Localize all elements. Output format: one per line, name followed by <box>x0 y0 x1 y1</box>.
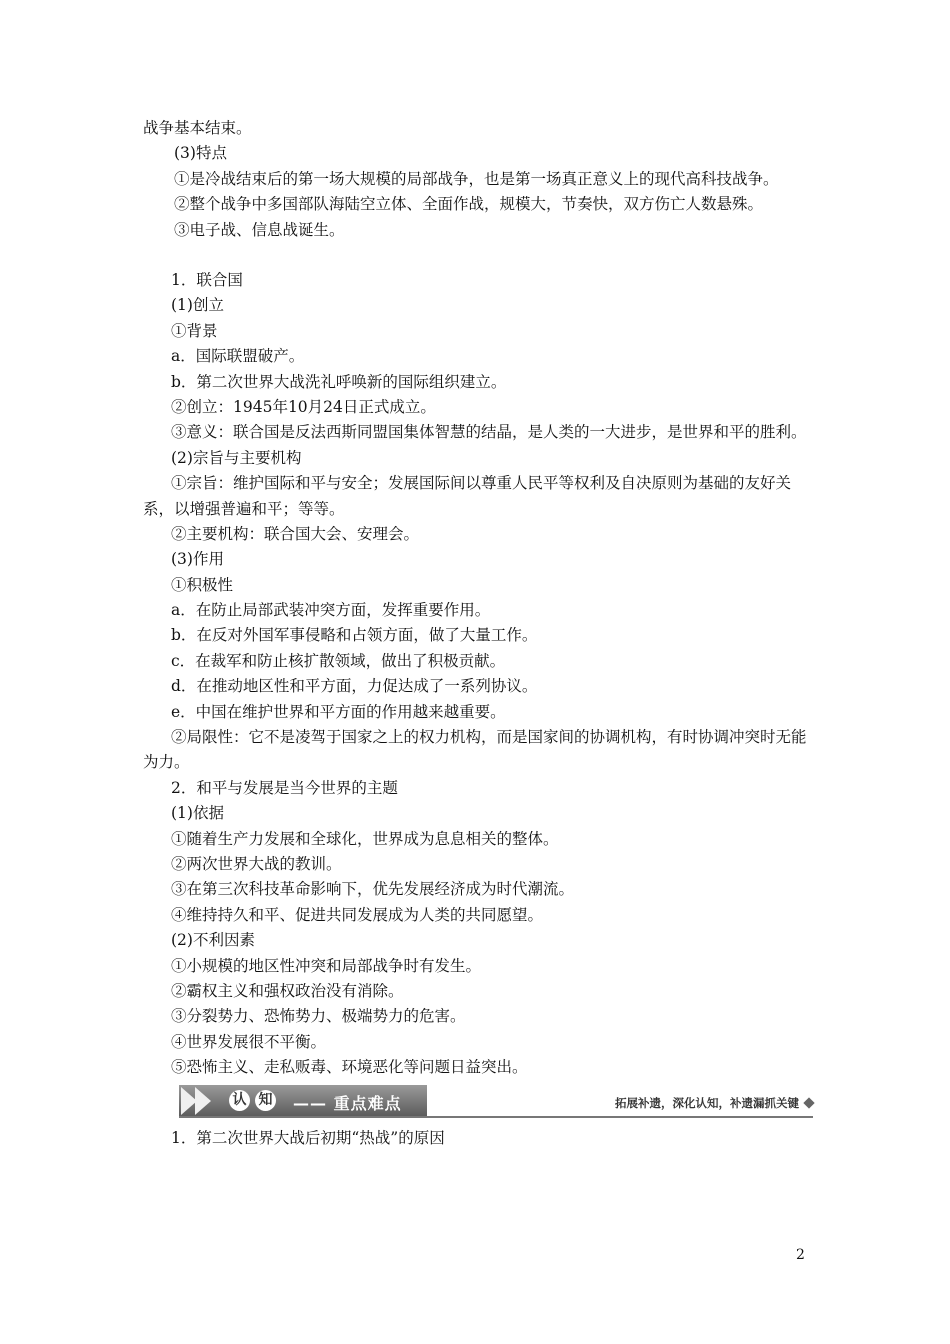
text-line: ①是冷战结束后的第一场大规模的局部战争，也是第一场真正意义上的现代高科技战争。 <box>174 169 779 188</box>
text-line: ①积极性 <box>171 575 234 594</box>
text-line: ④世界发展很不平衡。 <box>171 1032 327 1051</box>
page-content <box>143 116 813 1151</box>
text-line: b．在反对外国军事侵略和占领方面，做了大量工作。 <box>171 626 538 645</box>
section-gulf-war-features <box>143 116 813 243</box>
text-line: 2．和平与发展是当今世界的主题 <box>171 778 398 797</box>
text-line: ①随着生产力发展和全球化，世界成为息息相关的整体。 <box>171 829 559 848</box>
text-line: (3)特点 <box>174 144 227 163</box>
text-line: 1．第二次世界大战后初期“热战”的原因 <box>171 1128 445 1147</box>
text-line: ②两次世界大战的教训。 <box>171 855 342 874</box>
text-line: ②主要机构：联合国大会、安理会。 <box>171 524 420 543</box>
text-line: c．在裁军和防止核扩散领域，做出了积极贡献。 <box>171 651 506 670</box>
text-line: ②整个战争中多国部队海陆空立体、全面作战，规模大，节奏快，双方伤亡人数悬殊。 <box>174 195 764 214</box>
text-line: ③电子战、信息战诞生。 <box>174 220 345 239</box>
diamond-icon <box>803 1097 814 1108</box>
text-line: a．在防止局部武装冲突方面，发挥重要作用。 <box>171 601 491 620</box>
banner-tagline: 拓展补遗，深化认知，补遗漏抓关键 <box>615 1095 799 1110</box>
text-line: ②创立：1945年10月24日正式成立。 <box>171 397 436 416</box>
text-line: b．第二次世界大战洗礼呼唤新的国际组织建立。 <box>171 372 507 391</box>
text-line: ③在第三次科技革命影响下，优先发展经济成为时代潮流。 <box>171 880 575 899</box>
text-line: (1)创立 <box>171 296 224 315</box>
section-banner <box>143 1085 813 1121</box>
text-line: ①小规模的地区性冲突和局部战争时有发生。 <box>171 956 482 975</box>
text-line: 战争基本结束。 <box>143 119 252 137</box>
text-line: d．在推动地区性和平方面，力促达成了一系列协议。 <box>171 677 538 696</box>
text-line: ④维持持久和平、促进共同发展成为人类的共同愿望。 <box>171 905 544 924</box>
text-line: (2)宗旨与主要机构 <box>171 448 302 467</box>
section-gap <box>143 243 813 268</box>
text-line: 1．联合国 <box>171 270 243 289</box>
text-line: e．中国在维护世界和平方面的作用越来越重要。 <box>171 702 506 721</box>
banner-badge: 知 <box>255 1090 276 1111</box>
text-line: (2)不利因素 <box>171 931 255 950</box>
text-line: ①宗旨：维护国际和平与安全；发展国际间以尊重人民平等权利及自决原则为基础的友好关系，以增强普遍和平；等等。 <box>143 474 792 518</box>
banner-rule <box>179 1116 813 1118</box>
chevron-icon <box>195 1087 211 1115</box>
text-line: a．国际联盟破产。 <box>171 347 305 366</box>
section-hot-war-causes <box>143 1126 813 1151</box>
page-number: 2 <box>796 1247 805 1263</box>
banner-title: —— 重点难点 <box>293 1093 402 1113</box>
banner-badge: 认 <box>229 1090 250 1111</box>
text-line: (3)作用 <box>171 550 224 569</box>
text-line: ⑤恐怖主义、走私贩毒、环境恶化等问题日益突出。 <box>171 1058 528 1077</box>
text-line: ③意义：联合国是反法西斯同盟国集体智慧的结晶，是人类的一大进步，是世界和平的胜利。 <box>171 423 807 442</box>
text-line: ②霸权主义和强权政治没有消除。 <box>171 981 404 1000</box>
text-line: ②局限性：它不是凌驾于国家之上的权力机构，而是国家间的协调机构，有时协调冲突时无能为力。 <box>143 728 807 772</box>
text-line: ③分裂势力、恐怖势力、极端势力的危害。 <box>171 1007 466 1026</box>
text-line: ①背景 <box>171 321 218 340</box>
section-un-and-peace <box>143 268 813 1081</box>
text-line: (1)依据 <box>171 804 224 823</box>
